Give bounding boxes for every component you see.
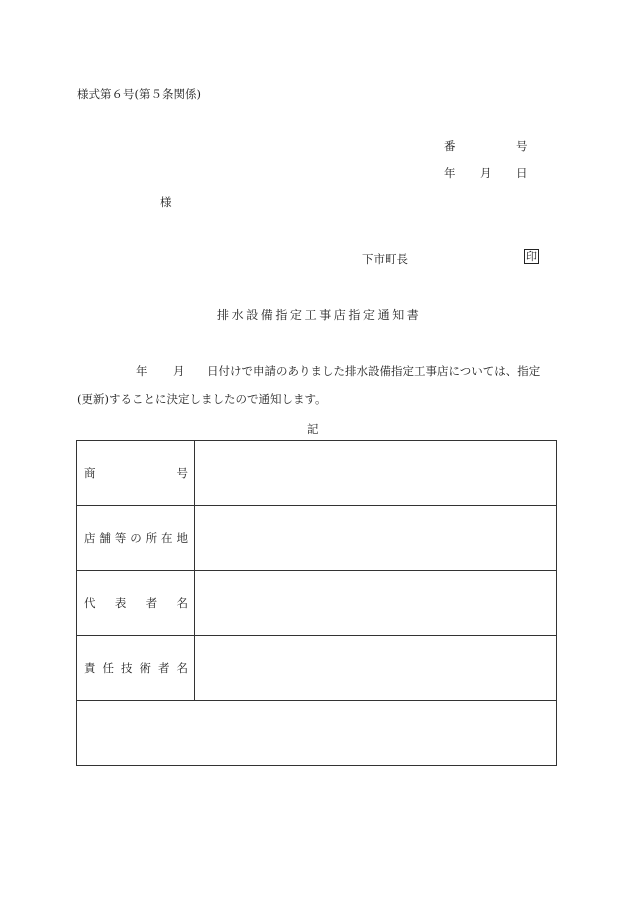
input-chief-engineer[interactable]: [195, 636, 557, 701]
document-title: 排水設備指定工事店指定通知書: [217, 308, 422, 322]
label-char: 在: [161, 531, 173, 545]
number-label-go: 号: [516, 139, 528, 153]
form-number: 様式第６号(第５条関係): [77, 87, 201, 101]
sender-title: 下市町長: [362, 252, 408, 266]
label-char: 表: [114, 596, 127, 610]
table-row: [77, 506, 557, 571]
input-shogo[interactable]: [195, 441, 557, 506]
body-month-label: 月: [173, 364, 185, 378]
label-char: 任: [102, 661, 114, 675]
label-location: [77, 506, 195, 571]
body-line2-text: (更新)することに決定しましたので通知します。: [77, 392, 327, 406]
info-table: [76, 440, 557, 766]
table-row: [77, 441, 557, 506]
body-year-label: 年: [136, 364, 148, 378]
label-char: 代: [84, 596, 96, 610]
date-day-label: 日: [516, 166, 528, 180]
label-chief-engineer: [77, 636, 195, 701]
label-char: 舗: [99, 531, 111, 545]
table-row: [77, 701, 557, 766]
label-char: 地: [176, 531, 188, 545]
label-representative: [77, 571, 195, 636]
label-char: 者: [158, 661, 170, 675]
ki-heading: 記: [307, 422, 319, 436]
table-row: [77, 571, 557, 636]
input-location[interactable]: [195, 506, 557, 571]
label-char: 号: [176, 466, 188, 480]
date-year-label: 年: [444, 166, 456, 180]
remarks-cell[interactable]: [77, 701, 557, 766]
label-char: 等: [114, 531, 127, 545]
number-label-ban: 番: [444, 139, 456, 153]
label-char: 名: [176, 661, 188, 675]
label-char: 店: [84, 531, 96, 545]
label-char: 者: [145, 596, 158, 610]
date-month-label: 月: [480, 166, 492, 180]
seal-mark: 印: [526, 250, 537, 263]
label-char: 責: [84, 661, 96, 675]
label-char: 商: [84, 466, 96, 480]
input-representative[interactable]: [195, 571, 557, 636]
addressee-suffix: 様: [160, 195, 172, 209]
label-char: 所: [145, 531, 158, 545]
body-line1-text: 日付けで申請のありました排水設備指定工事店については、指定: [207, 364, 541, 378]
label-shogo: [77, 441, 195, 506]
label-char: 名: [176, 596, 188, 610]
label-char: 術: [139, 661, 151, 675]
table-row: [77, 636, 557, 701]
label-char: 技: [121, 661, 133, 675]
label-char: の: [130, 531, 142, 545]
